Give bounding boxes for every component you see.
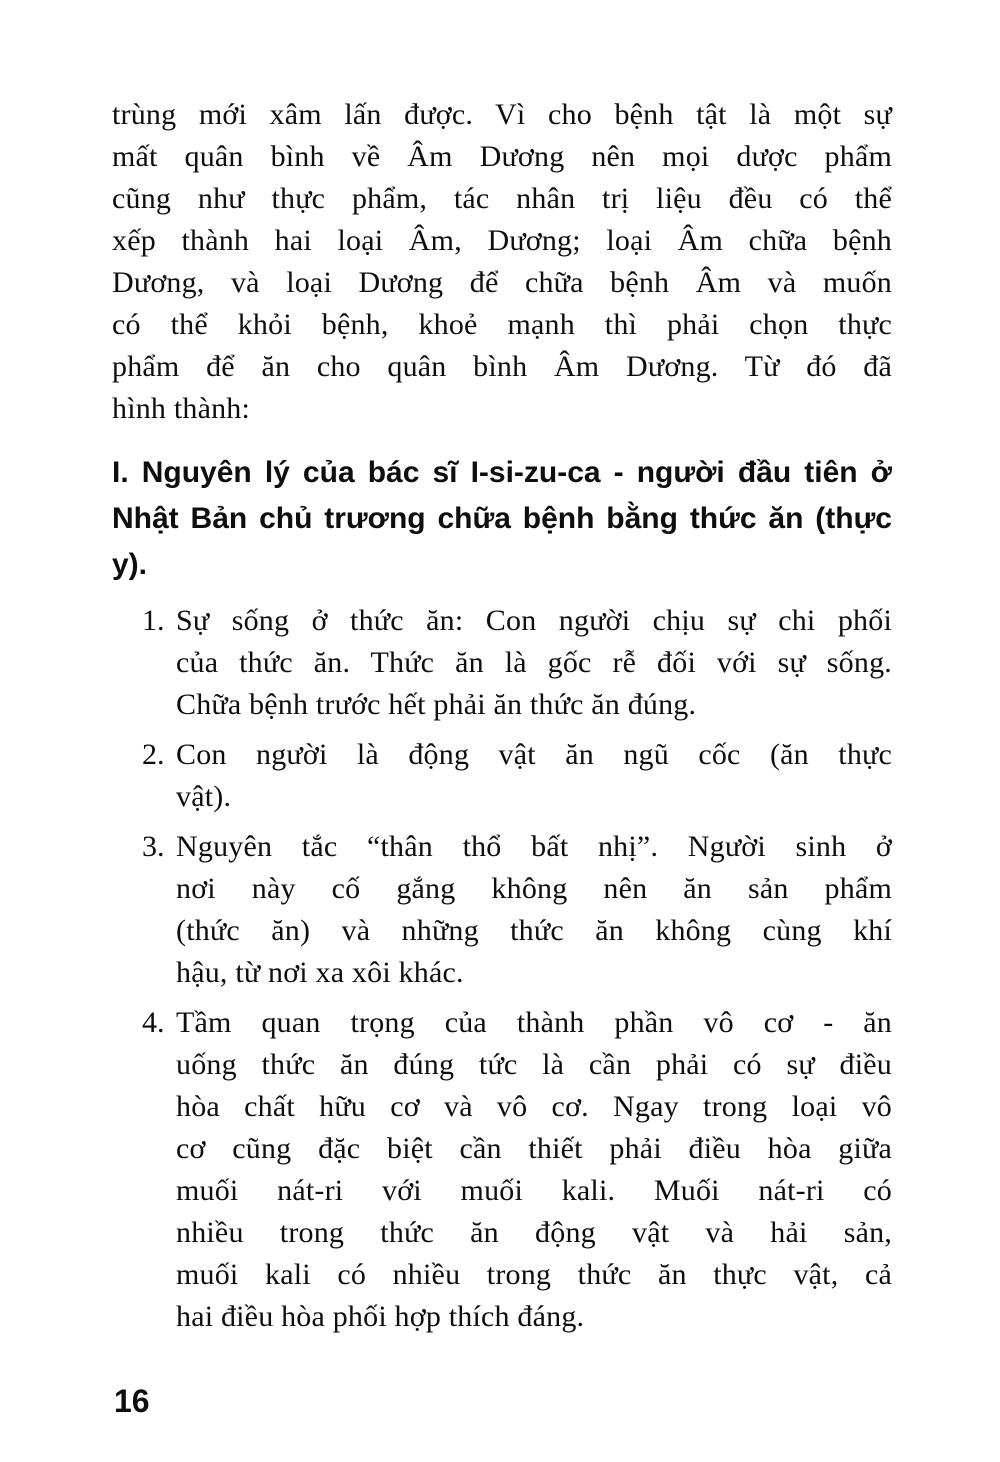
text-line: hậu, từ nơi xa xôi khác. — [176, 956, 464, 989]
text-line: Con người là động vật ăn ngũ cốc (ăn thực — [176, 738, 892, 771]
intro-paragraph — [112, 94, 892, 430]
list-item-number: 2. — [142, 738, 165, 771]
page-number: 16 — [114, 1383, 150, 1419]
text-line: phẩm để ăn cho quân bình Âm Dương. Từ đó đã — [112, 350, 892, 383]
text-line: trùng mới xâm lấn được. Vì cho bệnh tật là một sự — [112, 98, 892, 131]
text-line: vật). — [176, 780, 232, 813]
text-line: hình thành: — [112, 392, 251, 425]
list-item-number: 1. — [142, 604, 165, 637]
section-heading — [112, 450, 892, 588]
text-line: Chữa bệnh trước hết phải ăn thức ăn đúng. — [176, 688, 697, 721]
list-item-text — [176, 826, 892, 994]
list-item-text — [176, 600, 892, 726]
text-line: có thể khỏi bệnh, khoẻ mạnh thì phải chọn thực — [112, 308, 892, 341]
list-item-text — [176, 1002, 892, 1338]
text-line: của thức ăn. Thức ăn là gốc rễ đối với sự sống. — [176, 646, 892, 679]
list-item-number: 4. — [142, 1006, 165, 1039]
heading-line: I. Nguyên lý của bác sĩ I-si-zu-ca - người đầu tiên ở — [112, 456, 892, 489]
list-item-3 — [142, 826, 892, 994]
text-line: muối nát-ri với muối kali. Muối nát-ri có — [176, 1174, 892, 1207]
text-line: xếp thành hai loại Âm, Dương; loại Âm chữa bệnh — [112, 224, 892, 257]
text-line: mất quân bình về Âm Dương nên mọi dược phẩm — [112, 140, 892, 173]
heading-line: Nhật Bản chủ trương chữa bệnh bằng thức ăn (thực y). — [112, 502, 892, 581]
list-item-number: 3. — [142, 830, 165, 863]
text-line: hai điều hòa phối hợp thích đáng. — [176, 1300, 585, 1333]
text-line: Dương, và loại Dương để chữa bệnh Âm và muốn — [112, 266, 892, 299]
principles-list — [112, 600, 892, 1338]
text-line: nơi này cố gắng không nên ăn sản phẩm — [176, 872, 892, 905]
list-item-4 — [142, 1002, 892, 1338]
list-item-2 — [142, 734, 892, 818]
text-line: hòa chất hữu cơ và vô cơ. Ngay trong loại vô — [176, 1090, 892, 1123]
text-line: Nguyên tắc “thân thổ bất nhị”. Người sinh ở — [176, 830, 892, 863]
text-line: Tầm quan trọng của thành phần vô cơ - ăn — [176, 1006, 892, 1039]
text-line: muối kali có nhiều trong thức ăn thực vật, cả — [176, 1258, 892, 1291]
list-item-text — [176, 734, 892, 818]
text-line: uống thức ăn đúng tức là cần phải có sự điều — [176, 1048, 892, 1081]
list-item-1 — [142, 600, 892, 726]
text-line: cơ cũng đặc biệt cần thiết phải điều hòa giữa — [176, 1132, 892, 1165]
text-line: cũng như thực phẩm, tác nhân trị liệu đều có thể — [112, 182, 892, 215]
text-line: Sự sống ở thức ăn: Con người chịu sự chi phối — [176, 604, 892, 637]
text-line: (thức ăn) và những thức ăn không cùng khí — [176, 914, 892, 947]
text-line: nhiều trong thức ăn động vật và hải sản, — [176, 1216, 892, 1249]
